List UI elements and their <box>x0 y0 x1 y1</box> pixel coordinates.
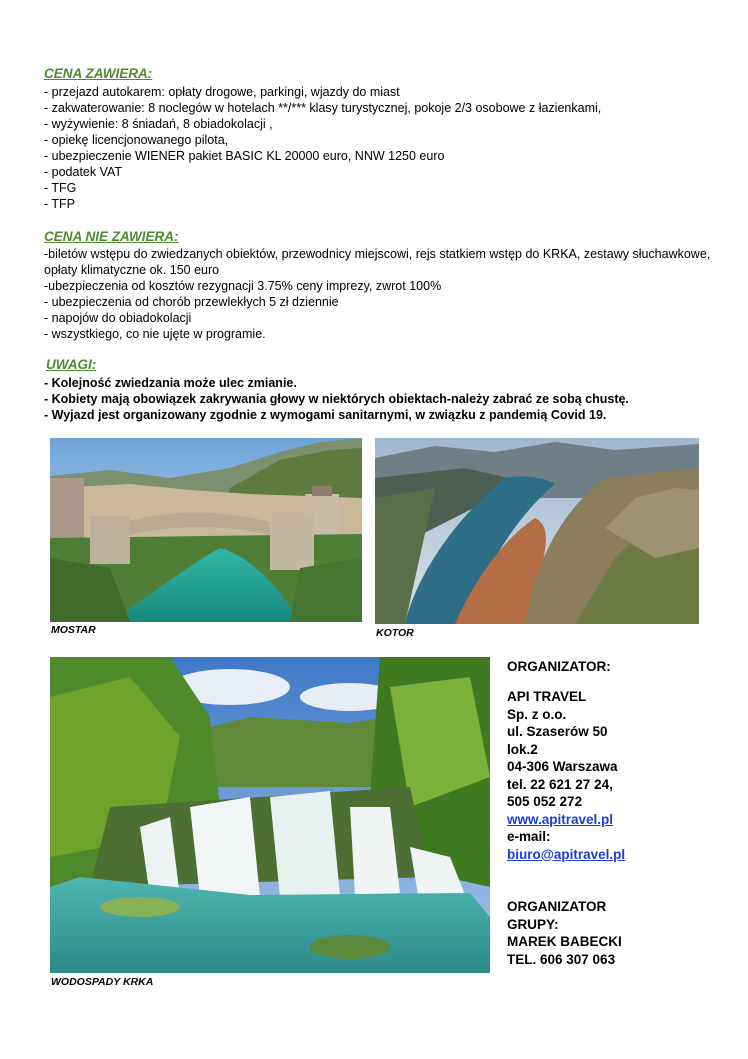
website-link[interactable]: www.apitravel.pl <box>507 811 614 827</box>
notes-heading: UWAGI: <box>46 357 97 372</box>
list-item: - wyżywienie: 8 śniadań, 8 obiadokolacji , <box>44 117 273 131</box>
kotor-photo <box>375 438 699 624</box>
list-item: - wszystkiego, co nie ujęte w programie. <box>44 327 266 341</box>
list-item: -biletów wstępu do zwiedzanych obiektów, przewodnicy miejscowi, rejs statkiem wstęp do KRKA, zestawy słuchawkowe, opłaty klimatyczne ok. 150 euro <box>44 247 711 277</box>
group-organizer-block <box>507 898 622 968</box>
includes-heading: CENA ZAWIERA: <box>44 66 153 81</box>
includes-list <box>44 84 601 212</box>
list-item: -ubezpieczenia od kosztów rezygnacji 3.75% ceny imprezy, zwrot 100% <box>44 279 442 293</box>
organizer-phone2: 505 052 272 <box>507 794 583 809</box>
krka-photo <box>50 657 490 973</box>
list-item: - zakwaterowanie: 8 noclegów w hotelach **/*** klasy turystycznej, pokoje 2/3 osobowe z łazienkami, <box>44 101 602 115</box>
email-link[interactable]: biuro@apitravel.pl <box>507 846 626 862</box>
organizer-heading: ORGANIZATOR: <box>507 659 611 674</box>
list-item: - TFP <box>44 197 76 211</box>
organizer-company: Sp. z o.o. <box>507 706 567 722</box>
group-organizer-phone: TEL. 606 307 063 <box>507 951 616 967</box>
organizer-name: API TRAVEL <box>507 689 587 704</box>
list-item: - ubezpieczenie WIENER pakiet BASIC KL 20000 euro, NNW 1250 euro <box>44 149 445 163</box>
krka-caption: WODOSPADY KRKA <box>51 976 154 988</box>
mostar-photo <box>50 438 362 622</box>
group-organizer-name: MAREK BABECKI <box>507 934 622 949</box>
list-item: - ubezpieczenia od chorób przewlekłych 5 zł dziennie <box>44 295 339 309</box>
list-item: - TFG <box>44 181 77 195</box>
list-item: - opiekę licencjonowanego pilota, <box>44 133 229 147</box>
group-organizer-heading-2: GRUPY: <box>507 916 559 932</box>
organizer-phone: tel. 22 621 27 24, <box>507 776 613 792</box>
kotor-caption: KOTOR <box>376 627 414 639</box>
list-item: - napojów do obiadokolacji <box>44 311 192 325</box>
list-item: - Wyjazd jest organizowany zgodnie z wymogami sanitarnymi, w związku z pandemią Covid 19. <box>44 408 607 422</box>
organizer-city: 04-306 Warszawa <box>507 759 618 774</box>
list-item: - przejazd autokarem: opłaty drogowe, parkingi, wjazdy do miast <box>44 85 400 99</box>
notes-list <box>44 375 629 423</box>
list-item: - Kobiety mają obowiązek zakrywania głowy w niektórych obiektach-należy zabrać ze sobą chustę. <box>44 392 629 406</box>
organizer-block <box>507 688 625 863</box>
organizer-street: ul. Szaserów 50 <box>507 724 608 739</box>
list-item: - podatek VAT <box>44 165 123 179</box>
group-organizer-heading-1: ORGANIZATOR <box>507 899 607 914</box>
mostar-caption: MOSTAR <box>51 624 96 636</box>
email-label: e-mail: <box>507 829 551 844</box>
list-item: - Kolejność zwiedzania może ulec zmianie. <box>44 376 297 390</box>
excludes-heading: CENA NIE ZAWIERA: <box>44 229 179 244</box>
excludes-list <box>44 246 714 342</box>
organizer-unit: lok.2 <box>507 741 538 757</box>
